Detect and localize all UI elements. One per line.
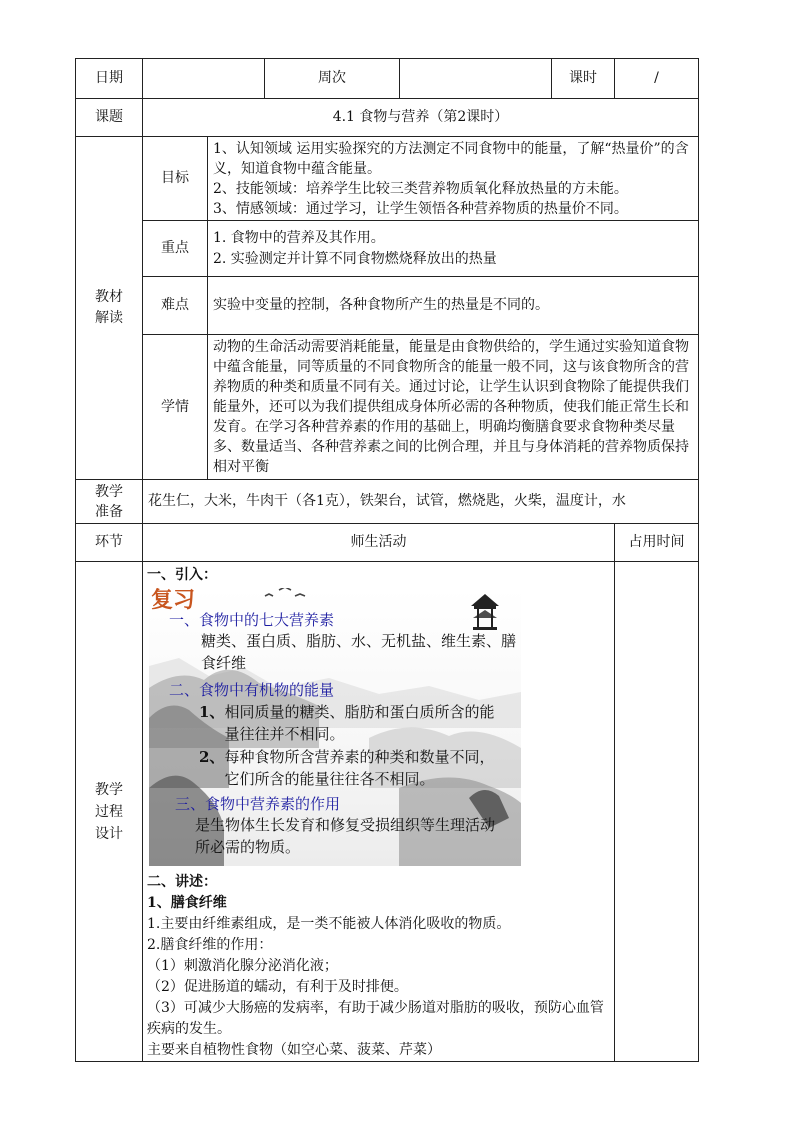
- topic-value: 4.1 食物与营养（第2课时）: [143, 99, 699, 137]
- students-row: [76, 335, 699, 480]
- prep-text: 花生仁，大米，牛肉干（各1克），铁架台，试管，燃烧匙，火柴，温度计，水: [143, 480, 699, 524]
- key-row: [76, 221, 699, 277]
- process-label: 教学过程设计: [76, 562, 143, 1062]
- key-item: 2. 实验测定并计算不同食物燃烧释放出的热量: [213, 250, 497, 267]
- prep-label: 教学准备: [76, 480, 143, 524]
- lecture-heading: 二、讲述：: [147, 874, 217, 890]
- goal-item: 1、认知领域 运用实验探究的方法测定不同食物中的能量，了解“热量价”的含义，知道食物中蕴含能量。: [213, 140, 689, 177]
- fiber-line: 1.主要由纤维素组成，是一类不能被人体消化吸收的物质。: [147, 916, 511, 932]
- date-value: [143, 59, 265, 99]
- slide-point-2: [199, 746, 509, 790]
- difficulty-label: 难点: [143, 277, 208, 335]
- fiber-line: （1）刺激消化腺分泌消化液；: [147, 958, 338, 974]
- goals-cell: [208, 137, 699, 221]
- fiber-line: （3）可减少大肠癌的发病率，有助于减少肠道对脂肪的吸收，预防心血管疾病的发生。: [147, 1000, 604, 1037]
- difficulty-row: [76, 277, 699, 335]
- period-value: /: [615, 59, 699, 99]
- intro-heading: 一、引入：: [147, 567, 217, 583]
- week-label: 周次: [265, 59, 400, 99]
- key-label: 重点: [143, 221, 208, 277]
- students-text: 动物的生命活动需要消耗能量，能量是由食物供给的，学生通过实验知道食物中蕴含能量，同等质量的不同食物所含的能量一般不同，这与该食物所含的营养物质的种类和质量不同有关。通过讨论，让学生认识到食物除了能提供我们能量外，还可以为我们提供组成身体所必需的各种物质，使我们能正常生长和发育。在学习各种营养素的作用的基础上，明确均衡膳食要求食物种类尽量多、数量适当、各种营养素之间的比例合理，并且与身体消耗的营养物质保持相对平衡: [208, 335, 699, 480]
- slide-text-4: 是生物体生长发育和修复受损组织等生理活动所必需的物质。: [195, 816, 496, 856]
- key-item: 1. 食物中的营养及其作用。: [213, 229, 385, 246]
- columns-row: [76, 524, 699, 562]
- topic-row: [76, 99, 699, 137]
- fiber-line: （2）促进肠道的蠕动，有利于及时排便。: [147, 979, 408, 995]
- analysis-label: 教材解读: [76, 137, 143, 480]
- review-slide: [149, 588, 521, 866]
- difficulty-text: 实验中变量的控制，各种食物所产生的热量是不同的。: [208, 277, 699, 335]
- header-row: [76, 59, 699, 99]
- goals-row: [76, 137, 699, 221]
- key-cell: [208, 221, 699, 277]
- slide-title: 复习: [151, 588, 196, 613]
- slide-text-1: 糖类、蛋白质、脂肪、水、无机盐、维生素、膳食纤维: [201, 632, 517, 672]
- slide-point-text: 每种食物所含营养素的种类和数量不同，它们所含的能量往往各不相同。: [224, 748, 495, 788]
- goal-item: 3、情感领域：通过学习，让学生领悟各种营养物质的热量价不同。: [213, 200, 628, 217]
- col-time: 占用时间: [615, 524, 699, 562]
- students-label: 学情: [143, 335, 208, 480]
- goal-item: 2、技能领域：培养学生比较三类营养物质氧化释放热量的方未能。: [213, 180, 628, 197]
- fiber-heading: 1、膳食纤维: [147, 895, 227, 911]
- topic-label: 课题: [76, 99, 143, 137]
- slide-point-number: 1、: [199, 703, 225, 721]
- process-row: [76, 562, 699, 1062]
- col-stage: 环节: [76, 524, 143, 562]
- time-cell: [615, 562, 699, 1062]
- week-value: [400, 59, 552, 99]
- prep-row: [76, 480, 699, 524]
- goals-label: 目标: [143, 137, 208, 221]
- slide-point-text: 相同质量的糖类、脂肪和蛋白质所含的能量往往并不相同。: [224, 703, 495, 743]
- period-label: 课时: [552, 59, 615, 99]
- lesson-plan-table: [75, 58, 699, 1062]
- fiber-line: 主要来自植物性食物（如空心菜、菠菜、芹菜）: [147, 1042, 441, 1058]
- slide-heading-2: 二、食物中有机物的能量: [169, 681, 335, 699]
- slide-heading-1: 一、食物中的七大营养素: [169, 611, 335, 629]
- col-activity: 师生活动: [143, 524, 615, 562]
- slide-point-1: [199, 701, 509, 745]
- slide-heading-3: 三、食物中营养素的作用: [175, 795, 341, 813]
- slide-point-number: 2、: [199, 748, 225, 766]
- process-cell: [143, 562, 615, 1062]
- date-label: 日期: [76, 59, 143, 99]
- fiber-line: 2.膳食纤维的作用：: [147, 937, 273, 953]
